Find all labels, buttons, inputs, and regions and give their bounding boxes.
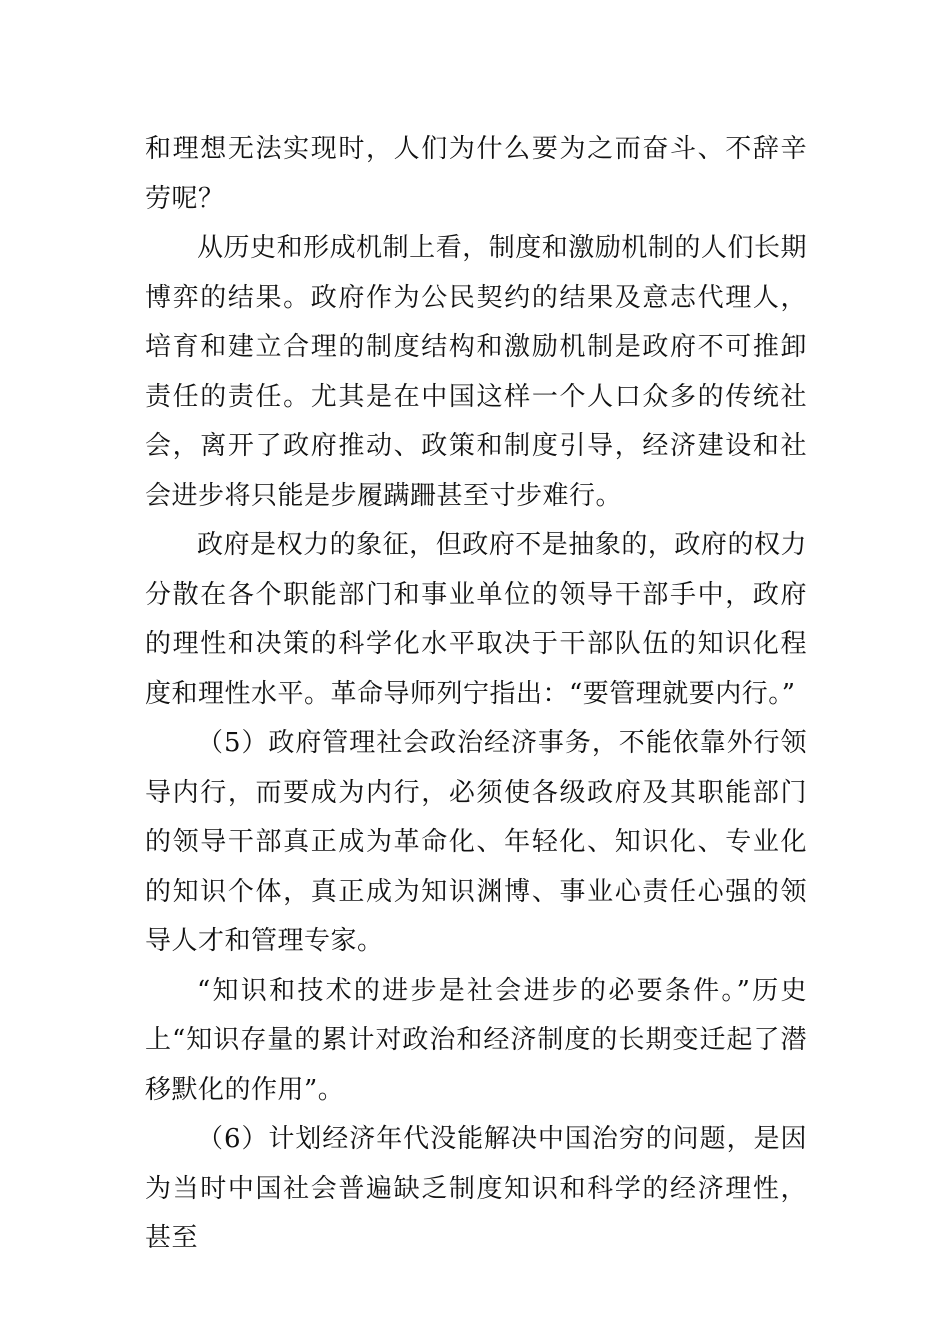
paragraph-institution-history: 从历史和形成机制上看，制度和激励机制的人们长期博弈的结果。政府作为公民契约的结果及意志代理人，培育和建立合理的制度结构和激励机制是政府不可推卸责任的责任。尤其是在中国这样一个人口众多的传统社会，离开了政府推动、政策和制度引导，经济建设和社会进步将只能是步履蹒跚甚至寸步难行。 <box>145 233 807 511</box>
paragraph-point-6: （6）计划经济年代没能解决中国治穷的问题，是因为当时中国社会普遍缺乏制度知识和科学的经济理性，甚至 <box>145 1124 807 1253</box>
body-text <box>145 125 807 1264</box>
paragraph-knowledge-quote: “知识和技术的进步是社会进步的必要条件。”历史上“知识存量的累计对政治和经济制度的长期变迁起了潜移默化的作用”。 <box>145 975 807 1105</box>
paragraph-point-5: （5）政府管理社会政治经济事务，不能依靠外行领导内行，而要成为内行，必须使各级政府及其职能部门的领导干部真正成为革命化、年轻化、知识化、专业化的知识个体，真正成为知识渊博、事业心责任心强的领导人才和管理专家。 <box>145 728 807 956</box>
paragraph-government-power: 政府是权力的象征，但政府不是抽象的，政府的权力分散在各个职能部门和事业单位的领导干部手中，政府的理性和决策的科学化水平取决于干部队伍的知识化程度和理性水平。革命导师列宁指出：“要管理就要内行。” <box>145 530 807 709</box>
paragraph-continuation: 和理想无法实现时，人们为什么要为之而奋斗、不辞辛劳呢？ <box>145 134 807 214</box>
